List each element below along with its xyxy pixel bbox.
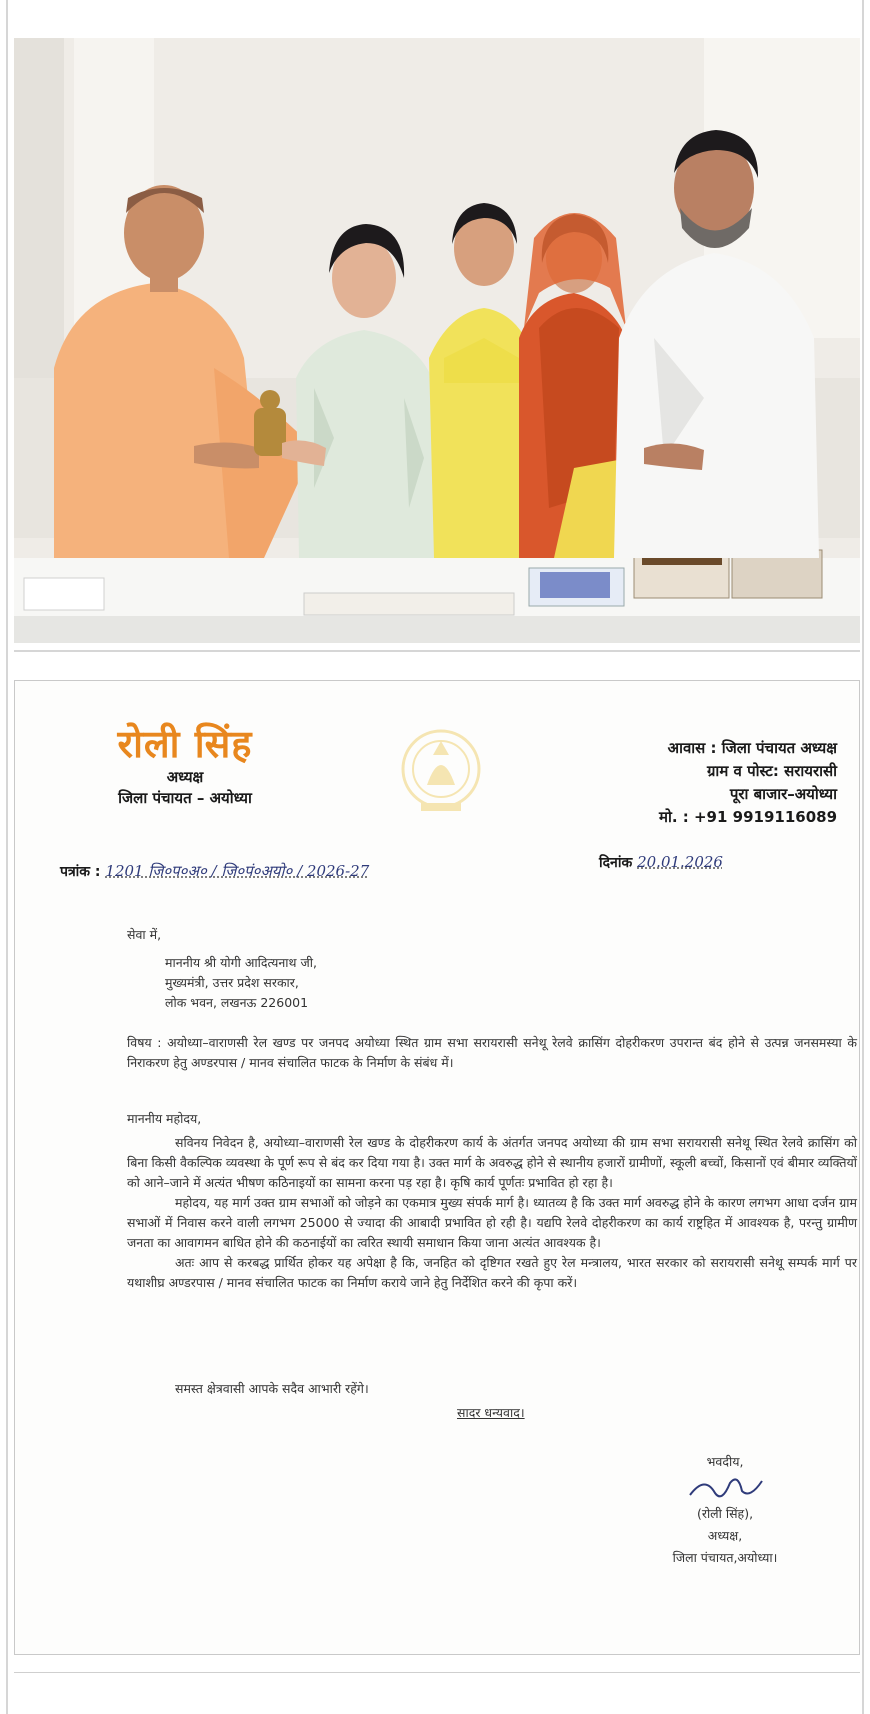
date-value: 20.01.2026: [637, 853, 723, 871]
signature-greeting: भवदीय,: [706, 1454, 744, 1469]
recipient-line-2: मुख्यमंत्री, उत्तर प्रदेश सरकार,: [165, 975, 299, 990]
state-emblem-watermark: [397, 725, 485, 821]
recipient-address: [165, 953, 317, 1013]
reference-value: 1201 जि०प०अ० / जि०पं०अयो० / 2026-27: [105, 862, 370, 880]
bottom-strip: [14, 1672, 860, 1703]
paragraph-1: सविनय निवेदन है, अयोध्या–वाराणसी रेल खण्ड के दोहरीकरण कार्य के अंतर्गत जनपद अयोध्या की ग्राम सभा सरायरासी सनेथू स्थित रेलवे क्रासिंग को बिना किसी वैकल्पिक व्यवस्था के पूर्ण रूप से बंद कर दिया गया है। उक्त मार्ग के अवरुद्ध होने से स्थानीय हजारों ग्रामीणों, स्कूली बच्चों, किसानों एवं बीमार व्यक्तियों को आने–जाने में अत्यंत भीषण कठिनाइयों का सामना करना पड़ रहा है। कृषि कार्य पूर्णतः प्रभावित हो रहा है।: [127, 1135, 857, 1190]
frame-left-border: [6, 0, 8, 1714]
address-line-2: ग्राम व पोस्ट: सरायरासी: [706, 762, 837, 780]
photo-divider: [14, 650, 860, 652]
letterhead-address: [557, 737, 837, 829]
signature-block: [625, 1451, 825, 1569]
salutation: माननीय महोदय,: [127, 1111, 202, 1126]
reference-number: [60, 861, 369, 881]
signatory-name: (रोली सिंह),: [696, 1506, 754, 1521]
address-line-3: पूरा बाजार–अयोध्या: [729, 785, 837, 803]
recipient-line-3: लोक भवन, लखनऊ 226001: [165, 995, 309, 1010]
letterhead-left: [75, 721, 295, 809]
letter-date: [599, 853, 723, 872]
address-line-1: आवास : जिला पंचायत अध्यक्ष: [667, 739, 837, 757]
letterhead-name: रोली सिंह: [117, 721, 253, 766]
signatory-title: अध्यक्ष,: [707, 1528, 743, 1543]
handwritten-signature: [680, 1473, 770, 1503]
letterhead-role: अध्यक्ष: [166, 768, 204, 786]
date-label: दिनांक: [599, 855, 633, 871]
paragraph-3: अतः आप से करबद्ध प्रार्थित होकर यह अपेक्षा है कि, जनहित को दृष्टिगत रखते हुए रेल मन्त्रालय, भारत सरकार को सरायरासी सनेथू सम्पर्क मार्ग पर यथाशीघ्र अण्डरपास / मानव संचालित फाटक का निर्माण कराये जाने हेतु निर्देशित करने की कृपा करें।: [127, 1255, 857, 1290]
meeting-photo: [14, 38, 860, 643]
mobile-number: मो. : +91 9919116089: [658, 808, 837, 826]
letterhead-office: जिला पंचायत – अयोध्या: [118, 789, 252, 807]
letter-body: [127, 1133, 857, 1293]
frame-right-border: [862, 0, 864, 1714]
paragraph-2: महोदय, यह मार्ग उक्त ग्राम सभाओं को जोड़ने का एकमात्र मुख्य संपर्क मार्ग है। ध्यातव्य है कि उक्त मार्ग अवरुद्ध होने के कारण लगभग आधा दर्जन ग्राम सभाओं में निवास करने वाली लगभग 25000 से ज्यादा की आबादी प्रभावित हो रही है। यद्यपि रेलवे दोहरीकरण का कार्य राष्ट्रहित में आवश्यक है, परन्तु ग्रामीण जनता का आवागमन बाधित होने की कठनाईयों का त्वरित स्थायी समाधान किया जाना अत्यंत आवश्यक है।: [127, 1195, 857, 1250]
signatory-office: जिला पंचायत,अयोध्या।: [672, 1550, 778, 1565]
reference-label: पत्रांक :: [60, 864, 101, 880]
letter-page: [14, 680, 860, 1655]
recipient-line-1: माननीय श्री योगी आदित्यनाथ जी,: [165, 955, 317, 970]
thanks-line: सादर धन्यवाद।: [457, 1405, 525, 1420]
recipient-to: सेवा में,: [127, 927, 162, 942]
closing-line: समस्त क्षेत्रवासी आपके सदैव आभारी रहेंगे।: [175, 1381, 369, 1396]
letter-subject: विषय : अयोध्या–वाराणसी रेल खण्ड पर जनपद अयोध्या स्थित ग्राम सभा सरायरासी सनेथू रेलवे क्रासिंग दोहरीकरण उपरान्त बंद होने से उत्पन्न जनसमस्या के निराकरण हेतु अण्डरपास / मानव संचालित फाटक के निर्माण के संबंध में।: [127, 1035, 857, 1070]
